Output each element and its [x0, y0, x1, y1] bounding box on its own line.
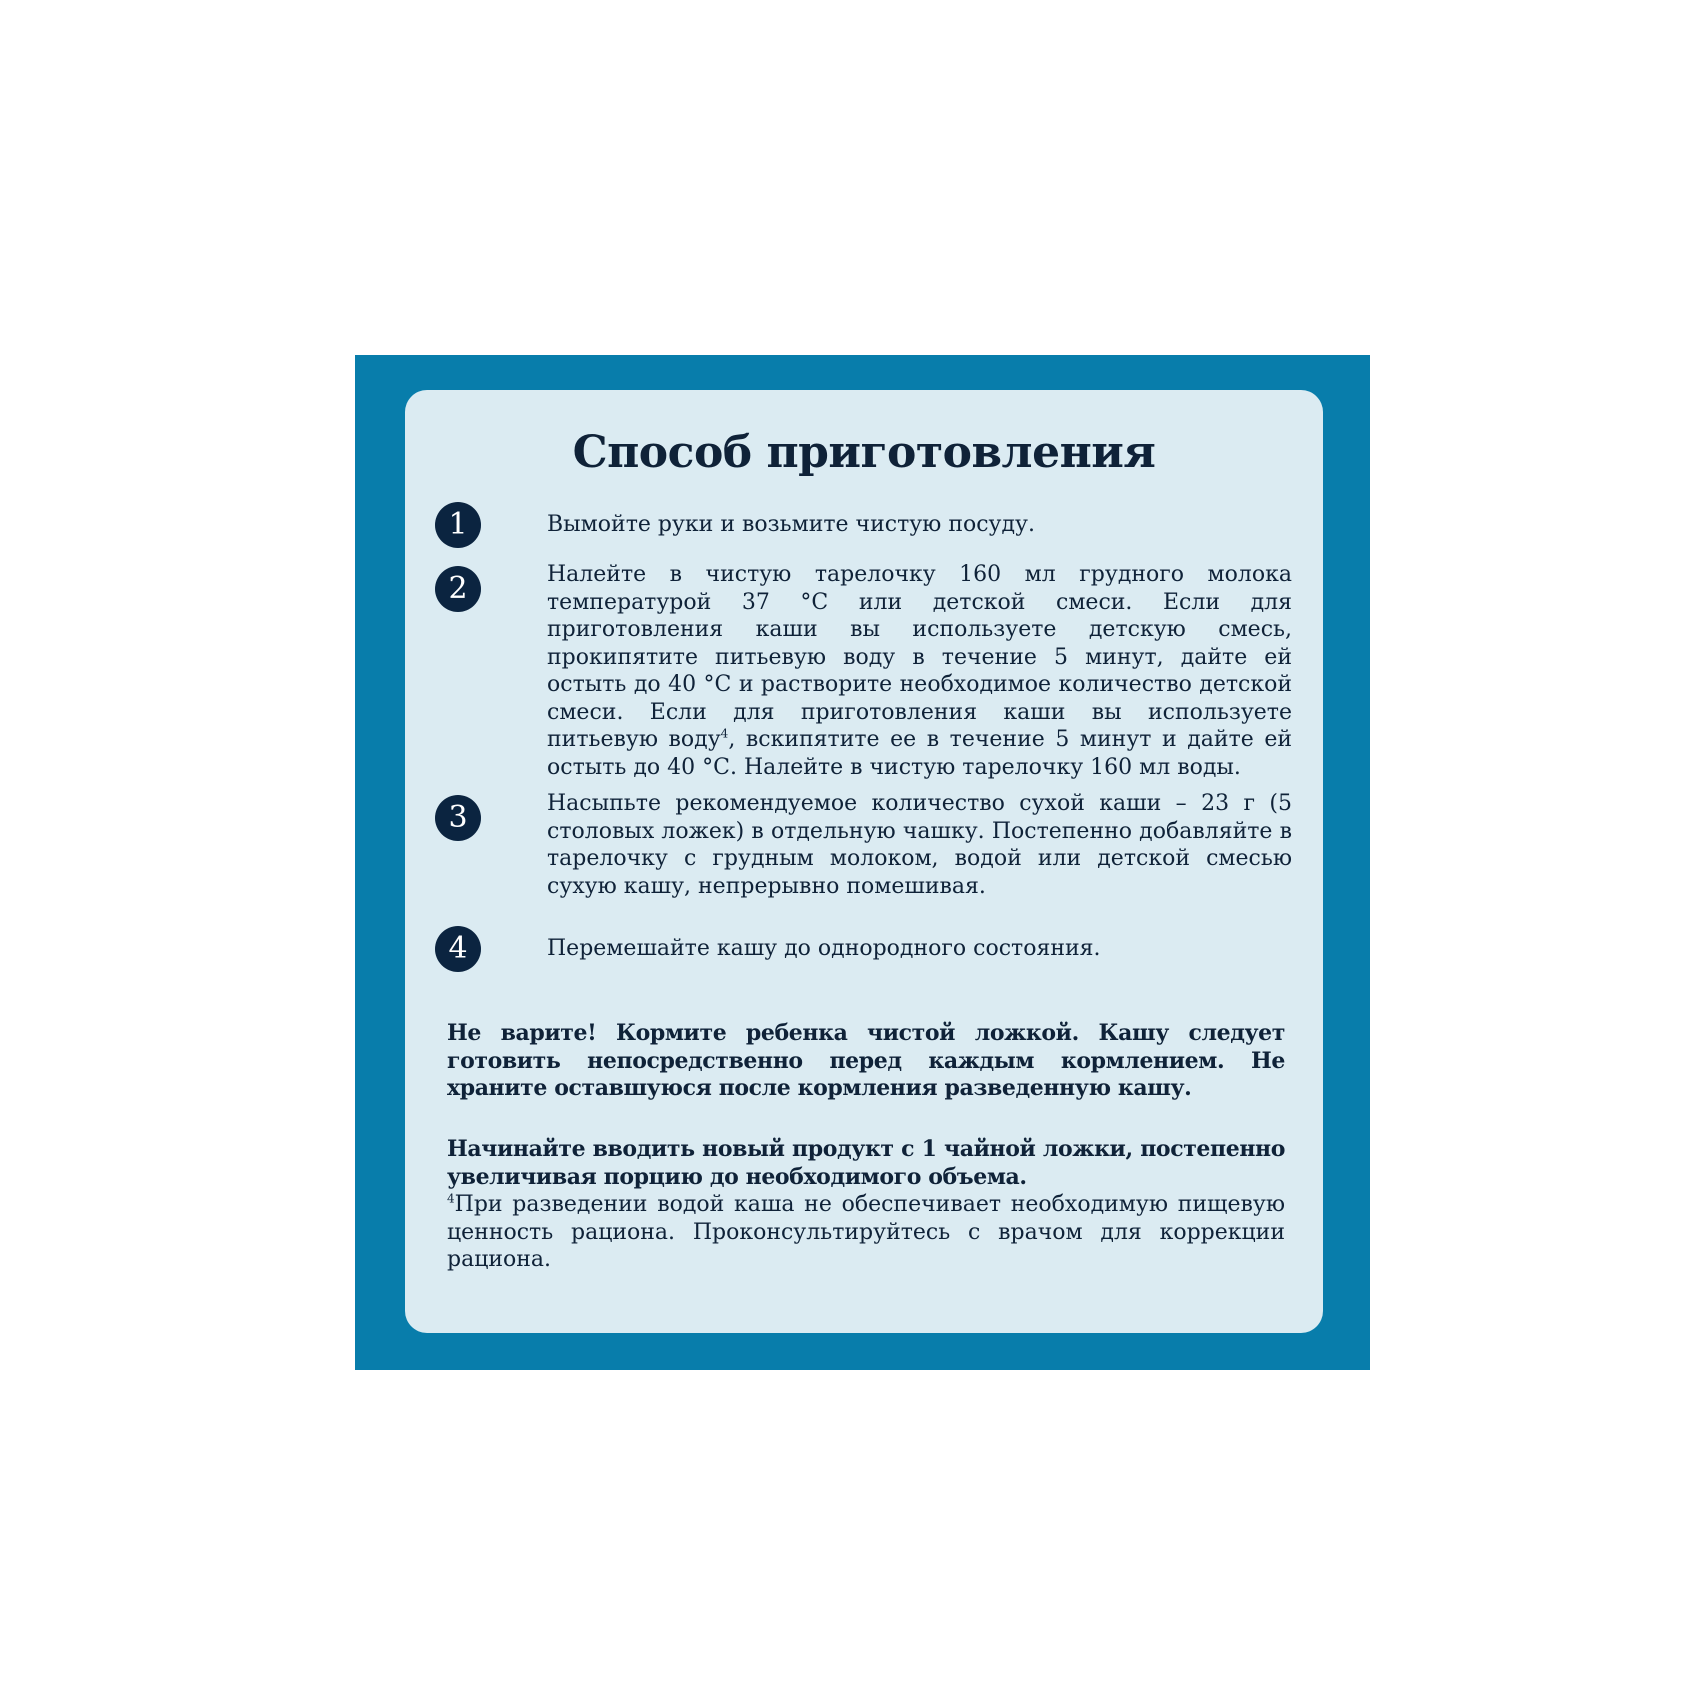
introduction-note	[447, 1136, 1285, 1274]
step-text	[547, 561, 1292, 781]
instruction-frame	[355, 355, 1370, 1370]
footnote-reference: 4	[720, 726, 729, 741]
instruction-card	[405, 390, 1323, 1333]
footnote-text: При разведении водой каша не обеспечивает необходимую пищевую ценность рациона. Проконсультируйтесь с врачом для коррекции рациона.	[447, 1192, 1285, 1272]
step-text: Перемешайте кашу до однородного состояния.	[547, 936, 1101, 961]
step-number-badge: 3	[435, 795, 481, 841]
step-number-badge: 1	[435, 502, 481, 548]
footnote-mark: 4	[447, 1191, 455, 1206]
warning-note: Не варите! Кормите ребенка чистой ложкой. Кашу следует готовить непосредственно перед каждым кормлением. Не храните оставшуюся после кормления разведенную кашу.	[447, 1020, 1285, 1101]
page-title: Способ приготовления	[572, 427, 1156, 478]
step-text: Вымойте руки и возьмите чистую посуду.	[547, 512, 1035, 537]
step-text-part: Налейте в чистую тарелочку 160 мл грудного молока температурой 37 °С или детской смеси. Если для приготовления каши вы используете детскую смесь, прокипятите питьевую воду в течение 5 минут, дайте ей остыть до 40 °С и растворите необходимое количество детской смеси. Если для приготовления каши вы используете питьевую воду	[547, 562, 1292, 752]
intro-note-text: Начинайте вводить новый продукт с 1 чайной ложки, постепенно увеличивая порцию до необходимого объема.	[447, 1136, 1285, 1190]
step-text: Насыпьте рекомендуемое количество сухой каши – 23 г (5 столовых ложек) в отдельную чашку. Постепенно добавляйте в тарелочку с грудным молоком, водой или детской смесью сухую кашу, непрерывно помешивая.	[547, 791, 1292, 899]
step-number-badge: 2	[435, 566, 481, 612]
step-text-part: , вскипятите ее в течение 5 минут и дайте ей остыть до 40 °С. Налейте в чистую тарелочку 160 мл воды.	[547, 727, 1293, 780]
footnote	[447, 1191, 1285, 1274]
step-number-badge: 4	[435, 926, 481, 972]
